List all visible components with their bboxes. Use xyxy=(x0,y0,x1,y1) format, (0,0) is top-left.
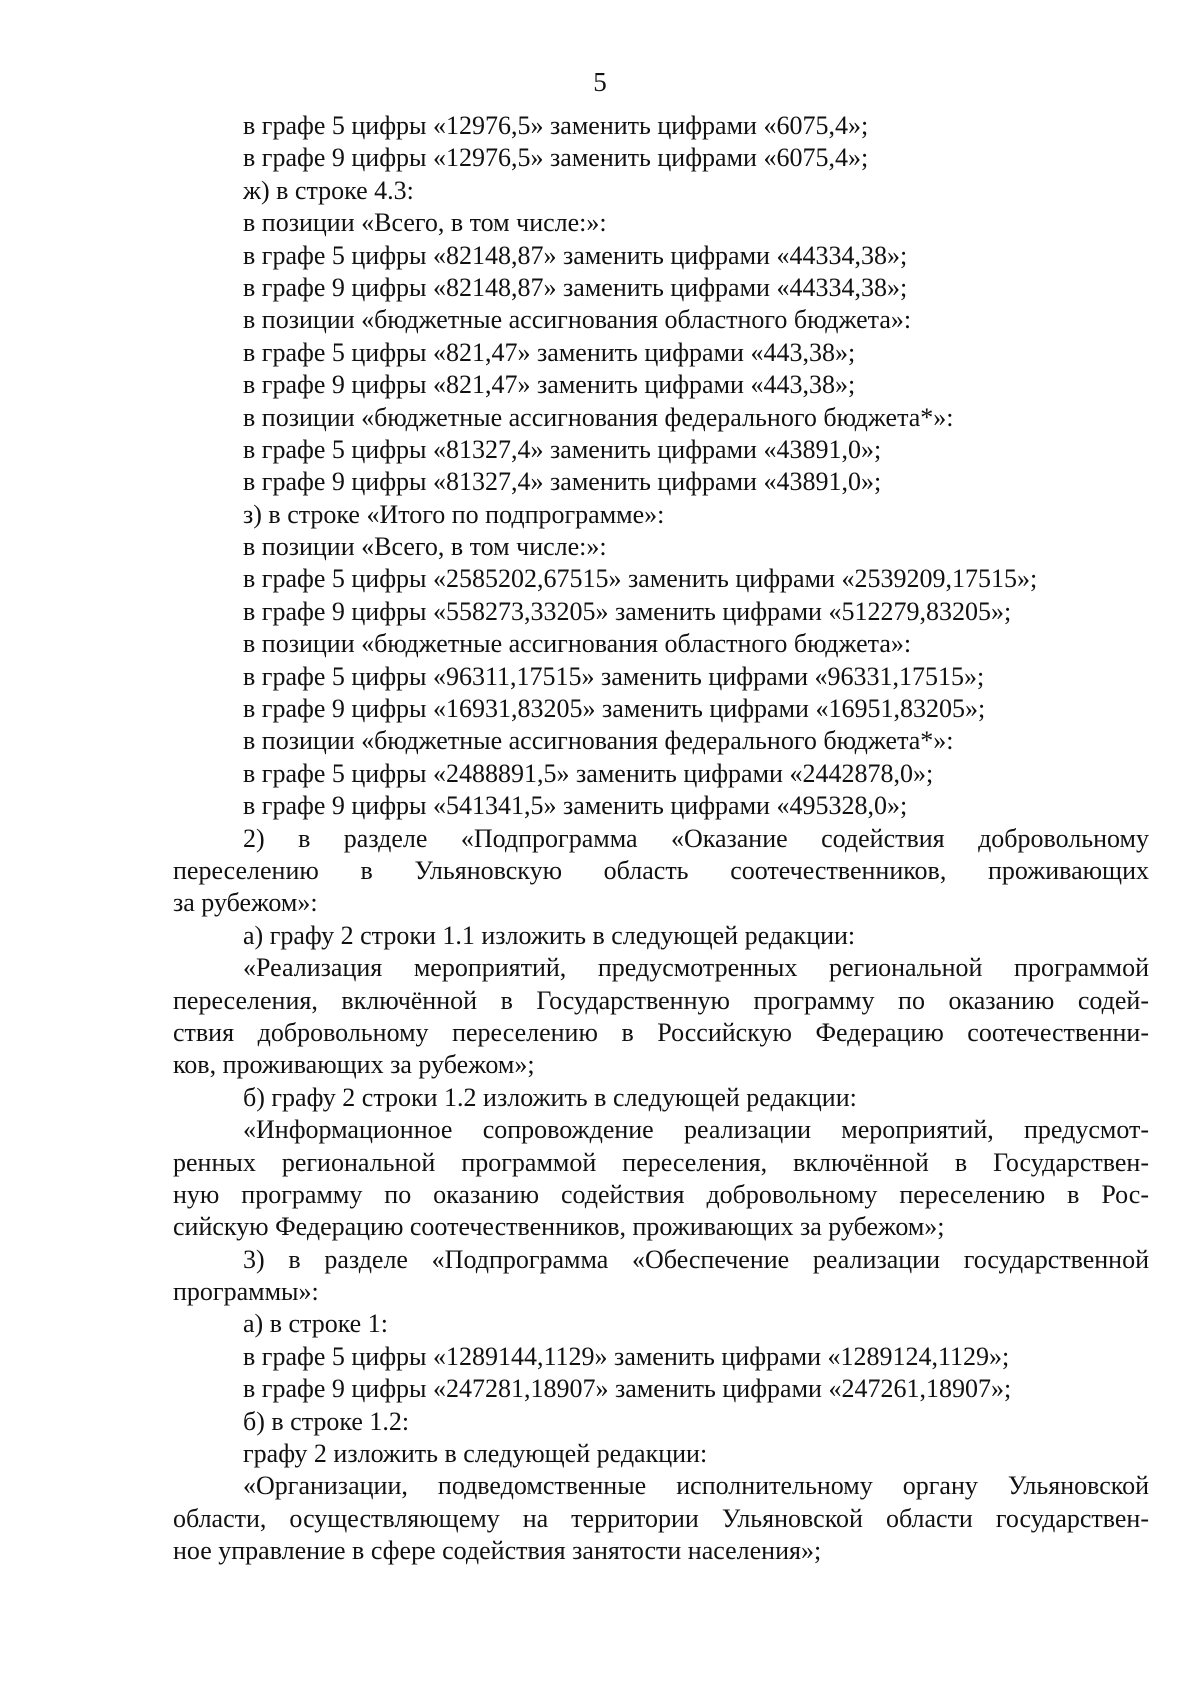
page-number: 5 xyxy=(593,67,607,97)
text-line: в графе 9 цифры «821,47» заменить цифрами «443,38»; xyxy=(243,370,856,400)
text-line: в графе 5 цифры «821,47» заменить цифрами «443,38»; xyxy=(243,337,856,367)
text-line: переселению в Ульяновскую область соотечественников, проживающих xyxy=(173,855,1149,885)
text-line: в графе 9 цифры «247281,18907» заменить цифрами «247261,18907»; xyxy=(243,1374,1012,1404)
text-line: а) в строке 1: xyxy=(243,1309,388,1339)
text-line: б) в строке 1.2: xyxy=(243,1406,410,1436)
text-line: в позиции «бюджетные ассигнования областного бюджета»: xyxy=(243,629,912,659)
text-line: 3) в разделе «Подпрограмма «Обеспечение реализации государственной xyxy=(243,1244,1149,1274)
text-line: в графе 5 цифры «12976,5» заменить цифрами «6075,4»; xyxy=(243,111,869,140)
text-line: в позиции «бюджетные ассигнования федерального бюджета*»: xyxy=(243,402,954,432)
text-line: за рубежом»: xyxy=(173,888,318,918)
text-line: в графе 9 цифры «541341,5» заменить цифрами «495328,0»; xyxy=(243,791,908,821)
text-line: в графе 5 цифры «1289144,1129» заменить цифрами «1289124,1129»; xyxy=(243,1341,1010,1371)
text-line: в позиции «Всего, в том числе:»: xyxy=(243,532,607,562)
text-line: ренных региональной программой переселения, включённой в Государствен- xyxy=(173,1147,1149,1177)
text-line: ную программу по оказанию содействия добровольному переселению в Рос- xyxy=(173,1179,1149,1209)
text-line: сийскую Федерацию соотечественников, проживающих за рубежом»; xyxy=(173,1212,945,1242)
text-line: «Организации, подведомственные исполнительному органу Ульяновской xyxy=(243,1471,1149,1501)
text-line: в графе 5 цифры «96311,17515» заменить цифрами «96331,17515»; xyxy=(243,661,985,691)
text-line: в позиции «бюджетные ассигнования областного бюджета»: xyxy=(243,305,912,335)
text-line: «Реализация мероприятий, предусмотренных региональной программой xyxy=(243,953,1149,983)
text-line: в графе 5 цифры «2585202,67515» заменить цифрами «2539209,17515»; xyxy=(243,564,1038,594)
text-line: ж) в строке 4.3: xyxy=(243,175,414,205)
text-line: в графе 9 цифры «82148,87» заменить цифрами «44334,38»; xyxy=(243,272,908,302)
text-line: программы»: xyxy=(173,1277,319,1307)
text-line: области, осуществляющему на территории Ульяновской области государствен- xyxy=(173,1503,1149,1533)
text-line: в позиции «Всего, в том числе:»: xyxy=(243,208,607,238)
text-line: в графе 5 цифры «81327,4» заменить цифрами «43891,0»; xyxy=(243,434,882,464)
text-line: ков, проживающих за рубежом»; xyxy=(173,1050,535,1080)
text-line: а) графу 2 строки 1.1 изложить в следующей редакции: xyxy=(243,920,856,950)
text-line: переселения, включённой в Государственную программу по оказанию содей- xyxy=(173,985,1149,1015)
text-line: в графе 9 цифры «81327,4» заменить цифрами «43891,0»; xyxy=(243,467,882,497)
text-line: в графе 5 цифры «2488891,5» заменить цифрами «2442878,0»; xyxy=(243,758,934,788)
text-line: ное управление в сфере содействия занятости населения»; xyxy=(173,1536,822,1566)
text-line: в графе 5 цифры «82148,87» заменить цифрами «44334,38»; xyxy=(243,240,908,270)
text-line: «Информационное сопровождение реализации мероприятий, предусмот- xyxy=(243,1115,1149,1145)
text-line: з) в строке «Итого по подпрограмме»: xyxy=(243,499,665,529)
text-line: 2) в разделе «Подпрограмма «Оказание содействия добровольному xyxy=(243,823,1149,853)
text-line: в позиции «бюджетные ассигнования федерального бюджета*»: xyxy=(243,726,954,756)
text-line: б) графу 2 строки 1.2 изложить в следующей редакции: xyxy=(243,1082,857,1112)
text-line: в графе 9 цифры «558273,33205» заменить цифрами «512279,83205»; xyxy=(243,596,1012,626)
document-body xyxy=(173,110,1149,1568)
text-line: в графе 9 цифры «16931,83205» заменить цифрами «16951,83205»; xyxy=(243,694,986,724)
text-line: в графе 9 цифры «12976,5» заменить цифрами «6075,4»; xyxy=(243,143,869,173)
text-line: графу 2 изложить в следующей редакции: xyxy=(243,1439,708,1469)
text-line: ствия добровольному переселению в Российскую Федерацию соотечественни- xyxy=(173,1017,1149,1047)
